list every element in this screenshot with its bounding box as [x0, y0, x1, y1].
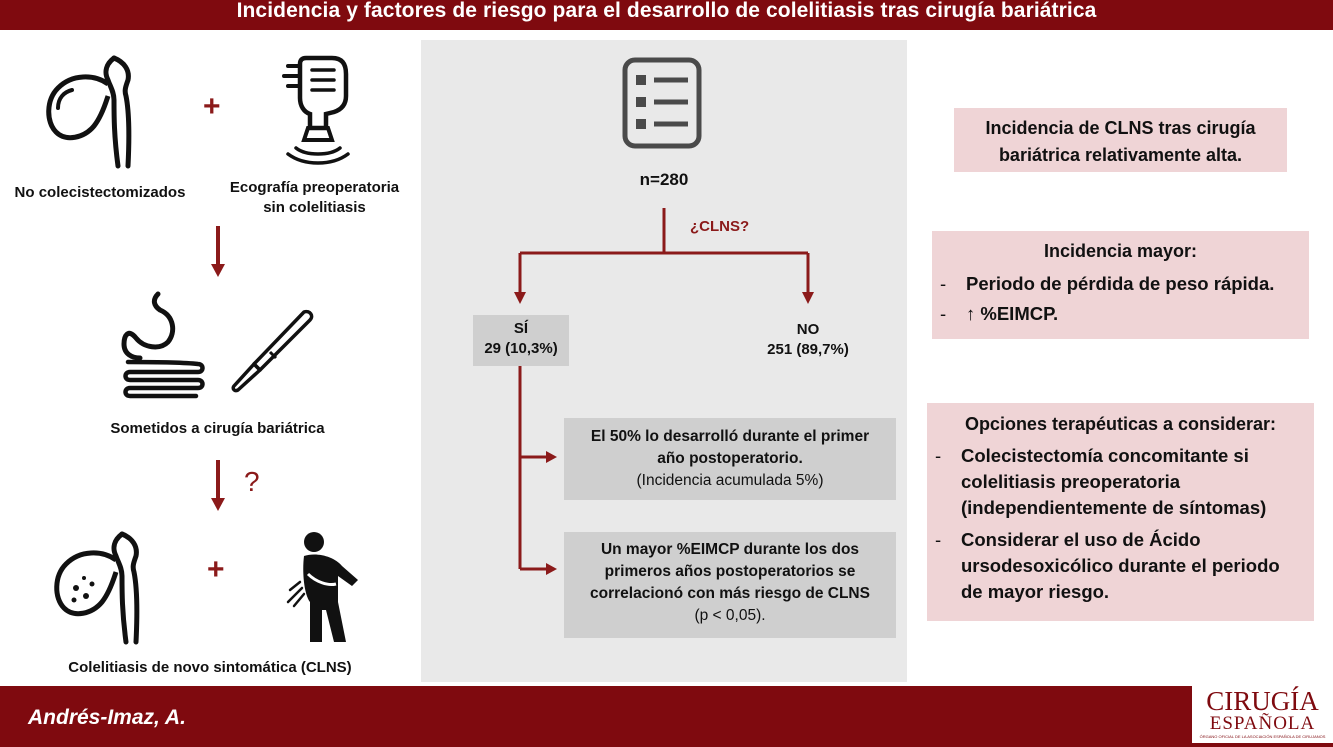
conclusion2-list [932, 269, 1309, 329]
conclusion1-line2: bariátrica relativamente alta. [998, 145, 1243, 165]
finding1-line2: año postoperatorio. [657, 450, 803, 467]
list-item [927, 443, 1314, 521]
finding2-line3: correlacionó con más riesgo de CLNS [590, 585, 870, 602]
conclusion3-item1-line2: colelitiasis preoperatoria [961, 471, 1181, 492]
finding2-note: (p < 0,05). [694, 607, 766, 624]
conclusion2-item2: ↑ %EIMCP. [966, 303, 1059, 324]
bullet-dash: - [935, 529, 942, 550]
plus-sign: + [203, 90, 221, 123]
finding2-line2: primeros años postoperatorios se [604, 563, 856, 580]
conclusion3-item2-line1: Considerar el uso de Ácido [961, 529, 1201, 550]
si-label: SÍ [513, 320, 529, 337]
si-box [473, 315, 569, 366]
author: Andrés-Imaz, A. [28, 706, 186, 729]
conclusion2-heading: Incidencia mayor: [1043, 241, 1198, 261]
finding-box-1 [564, 418, 896, 500]
conclusion3-item1-line3: (independientemente de síntomas) [961, 497, 1267, 518]
logo-line3: ÓRGANO OFICIAL DE LA ASOCIACIÓN ESPAÑOLA DE CIRUJANOS [1199, 734, 1326, 739]
no-box [748, 320, 868, 360]
clns-question: ¿CLNS? [690, 218, 750, 235]
bullet-dash: - [940, 273, 947, 294]
sample-size: n=280 [639, 170, 689, 189]
label-ecografia-line2: sin colelitiasis [263, 199, 366, 216]
conclusion3-heading: Opciones terapéuticas a considerar: [964, 414, 1277, 434]
list-item [932, 269, 1309, 299]
journal-logo [1192, 686, 1333, 743]
footer-bar [0, 686, 1333, 747]
label-ecografia-line1: Ecografía preoperatoria [229, 179, 400, 196]
logo-line1: CIRUGÍA [1206, 686, 1319, 716]
si-value: 29 (10,3%) [484, 340, 558, 357]
label-no-colecistectomizados: No colecistectomizados [14, 184, 186, 201]
conclusion3-item2-line3: de mayor riesgo. [961, 581, 1110, 602]
no-label: NO [796, 321, 820, 338]
logo-line2: ESPAÑOLA [1209, 713, 1316, 734]
no-value: 251 (89,7%) [767, 341, 849, 358]
conclusion3-item1-line1: Colecistectomía concomitante si [961, 445, 1249, 466]
label-clns: Colelitiasis de novo sintomática (CLNS) [68, 659, 352, 676]
page-title: Incidencia y factores de riesgo para el desarrollo de colelitiasis tras cirugía bariátrica [236, 0, 1097, 22]
label-cirugia-bariatrica: Sometidos a cirugía bariátrica [110, 420, 325, 437]
finding2-line1: Un mayor %EIMCP durante los dos [600, 541, 860, 558]
conclusion-box-1 [954, 108, 1287, 172]
plus-sign: + [207, 553, 225, 586]
list-item [927, 527, 1314, 605]
conclusion2-item1: Periodo de pérdida de peso rápida. [966, 273, 1275, 294]
conclusion3-item2-line2: ursodesoxicólico durante el periodo [961, 555, 1280, 576]
bullet-dash: - [940, 303, 947, 324]
finding-box-2 [564, 532, 896, 638]
conclusion1-line1: Incidencia de CLNS tras cirugía [985, 118, 1256, 138]
conclusion-box-2 [932, 231, 1309, 339]
list-item [932, 299, 1309, 329]
finding1-line1: El 50% lo desarrolló durante el primer [590, 428, 870, 445]
conclusion-box-3 [927, 403, 1314, 621]
conclusion3-list [927, 443, 1314, 605]
bullet-dash: - [935, 445, 942, 466]
question-mark: ? [244, 466, 260, 497]
finding1-note: (Incidencia acumulada 5%) [636, 472, 824, 489]
